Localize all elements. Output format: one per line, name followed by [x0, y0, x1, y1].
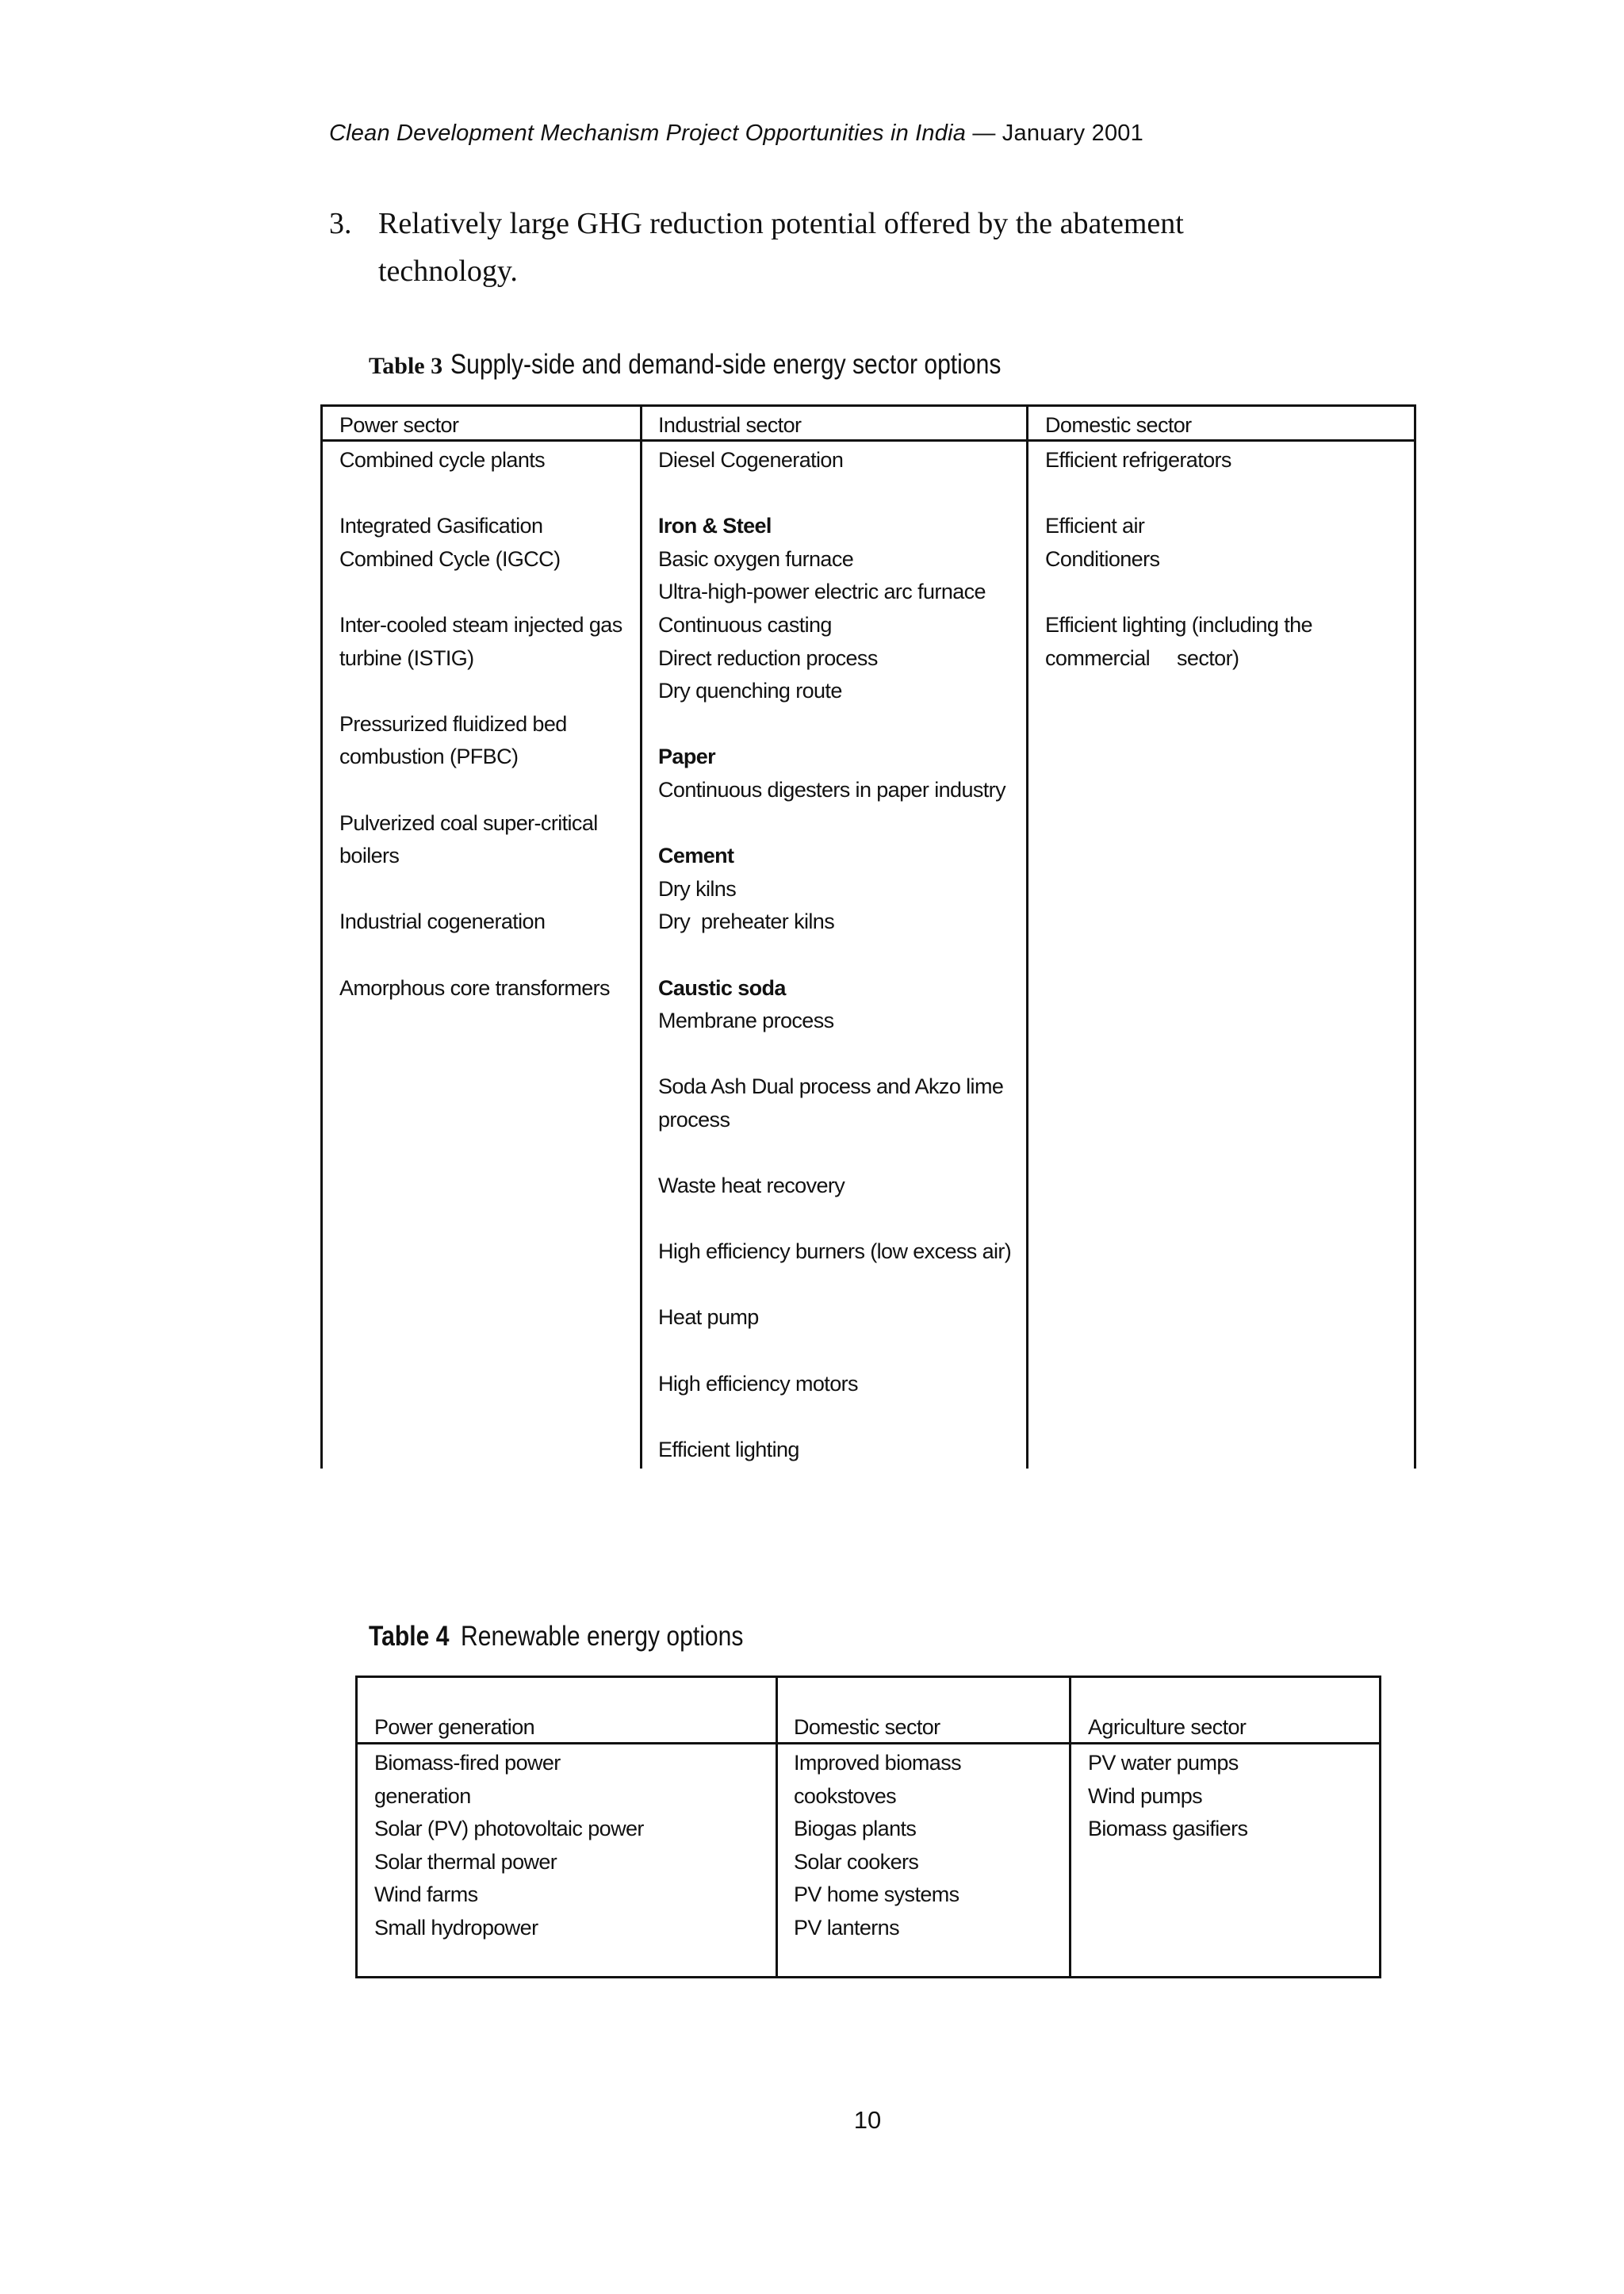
- table3-power-line: turbine (ISTIG): [339, 645, 474, 670]
- table3-industrial-column: [658, 444, 1011, 1466]
- header-title: Clean Development Mechanism Project Opportunities in India: [329, 121, 967, 146]
- table3-power-line: boilers: [339, 844, 400, 868]
- table3-header-domestic: Domestic sector: [1045, 413, 1192, 437]
- table3-power-line: Amorphous core transformers: [339, 975, 610, 1000]
- table3-industrial-line: [658, 1400, 1011, 1434]
- table3-subheading-cement: Cement: [658, 844, 734, 868]
- table4-bottom-rule: [355, 1976, 1381, 1978]
- table3-domestic-line: [1045, 609, 1378, 642]
- running-header: [329, 117, 1143, 149]
- table4-top-rule: [355, 1676, 1381, 1678]
- table3-title: Supply-side and demand-side energy sector options: [450, 349, 1002, 380]
- table3-left-rule: [320, 404, 323, 1469]
- table3-power-column: [339, 444, 622, 1005]
- table3-power-line: [339, 675, 622, 708]
- table3-power-line: [339, 774, 622, 807]
- table4-domestic-line: PV home systems: [794, 1882, 959, 1907]
- table4-header-power: Power generation: [374, 1715, 535, 1739]
- table3-col-rule-1: [640, 404, 642, 1469]
- table3-caption: [369, 347, 1090, 384]
- table3-power-line: Pressurized fluidized bed: [339, 711, 567, 736]
- table4-header-agriculture: Agriculture sector: [1088, 1715, 1247, 1739]
- table4-left-rule: [355, 1676, 358, 1978]
- table3-col-rule-2: [1026, 404, 1028, 1469]
- table3-domestic-line: [1045, 642, 1378, 676]
- table3-top-rule: [320, 404, 1416, 407]
- table3-header-power: Power sector: [339, 413, 459, 437]
- table3-industrial-line: Efficient lighting: [658, 1437, 799, 1461]
- table3-domestic-blank: [1045, 477, 1378, 511]
- table4-col-rule-1: [776, 1676, 778, 1978]
- table4-power-line: Wind farms: [374, 1882, 478, 1907]
- table3-domestic-line: Efficient refrigerators: [1045, 448, 1231, 472]
- table3-industrial-line: High efficiency motors: [658, 1371, 858, 1396]
- table3-domestic-word: commercial: [1045, 645, 1151, 670]
- list-item-line-1: Relatively large GHG reduction potential offered by the abatement: [378, 207, 1184, 240]
- table3-header-industrial: Industrial sector: [658, 413, 802, 437]
- table3-industrial-line: High efficiency burners (low excess air): [658, 1239, 1012, 1264]
- table3-power-line: Integrated Gasification: [339, 514, 543, 538]
- table3-subheading-caustic-soda: Caustic soda: [658, 975, 786, 1000]
- table4-domestic-line: PV lanterns: [794, 1915, 899, 1940]
- table3-domestic-line: Conditioners: [1045, 546, 1160, 571]
- table3-industrial-line: process: [658, 1107, 730, 1132]
- list-item-number: 3.: [329, 207, 352, 240]
- table3-industrial-line: [658, 807, 1011, 841]
- table4-title: Renewable energy options: [460, 1621, 744, 1652]
- table3-industrial-line: Soda Ash Dual process and Akzo lime: [658, 1074, 1004, 1099]
- table4-header-domestic: Domestic sector: [794, 1715, 940, 1739]
- table4-col-rule-2: [1069, 1676, 1071, 1978]
- table3-power-line: Combined cycle plants: [339, 448, 546, 472]
- table3-industrial-line: Diesel Cogeneration: [658, 448, 844, 472]
- table4-label: Table 4: [369, 1621, 450, 1652]
- table3-domestic-line: Efficient air: [1045, 514, 1145, 538]
- table3-industrial-line: [658, 1335, 1011, 1368]
- table4-agriculture-line: PV water pumps: [1088, 1751, 1239, 1775]
- table3-industrial-line: [658, 1269, 1011, 1302]
- table3-industrial-line: [658, 708, 1011, 741]
- table3-domestic-column: [1045, 444, 1378, 675]
- table3-industrial-line: Dry quenching route: [658, 679, 842, 703]
- table3-power-line: [339, 477, 622, 511]
- table3-subheading-iron-steel: Iron & Steel: [658, 514, 772, 538]
- table4-domestic-line: Biogas plants: [794, 1817, 917, 1841]
- table3-industrial-line: Continuous digesters in paper industry: [658, 777, 1005, 802]
- table4-power-line: Solar thermal power: [374, 1849, 557, 1874]
- table4-power-line: generation: [374, 1783, 471, 1808]
- table3-industrial-line: [658, 1136, 1011, 1170]
- header-dash: —: [972, 121, 996, 146]
- table4-agriculture-column: [1088, 1747, 1247, 1846]
- table3-industrial-line: Direct reduction process: [658, 645, 878, 670]
- table4-agriculture-line: Biomass gasifiers: [1088, 1817, 1248, 1841]
- table3-industrial-line: Continuous casting: [658, 612, 832, 637]
- table4-domestic-line: Solar cookers: [794, 1849, 919, 1874]
- table3-domestic-word: (including the: [1191, 612, 1312, 637]
- list-item-line-2: technology.: [378, 255, 518, 288]
- table3-industrial-line: [658, 939, 1011, 972]
- table4-domestic-line: cookstoves: [794, 1783, 897, 1808]
- table4-power-line: Small hydropower: [374, 1915, 538, 1940]
- table3-label: Table 3: [369, 353, 443, 379]
- table3-power-line: [339, 576, 622, 609]
- table4-caption: [369, 1619, 789, 1654]
- table3-power-line: Pulverized coal super-critical: [339, 810, 598, 835]
- table3-domestic-word: sector): [1177, 645, 1239, 670]
- table3-industrial-line: Membrane process: [658, 1009, 834, 1033]
- table3-power-line: Combined Cycle (IGCC): [339, 546, 561, 571]
- table4-power-column: [374, 1747, 644, 1945]
- table3-power-line: [339, 873, 622, 906]
- table3-right-rule: [1414, 404, 1416, 1469]
- table3-industrial-line: [658, 477, 1011, 511]
- table3-industrial-line: Basic oxygen furnace: [658, 546, 854, 571]
- table3-industrial-line: Ultra-high-power electric arc furnace: [658, 580, 986, 604]
- table3-domestic-blank: [1045, 576, 1378, 609]
- table3-power-line: combustion (PFBC): [339, 745, 519, 769]
- table4-right-rule: [1379, 1676, 1381, 1978]
- table4-domestic-line: Improved biomass: [794, 1751, 961, 1775]
- header-date: January 2001: [1002, 121, 1143, 146]
- table4-agriculture-line: Wind pumps: [1088, 1783, 1203, 1808]
- table4-power-line: Biomass-fired power: [374, 1751, 561, 1775]
- page-number: 10: [853, 2106, 882, 2134]
- table3-industrial-line: Heat pump: [658, 1305, 759, 1330]
- table3-industrial-line: [658, 1203, 1011, 1236]
- table3-industrial-line: Dry kilns: [658, 876, 737, 901]
- table3-industrial-line: [658, 1038, 1011, 1071]
- table3-power-line: [339, 939, 622, 972]
- table3-power-line: Industrial cogeneration: [339, 910, 546, 934]
- table4-power-line: Solar (PV) photovoltaic power: [374, 1817, 644, 1841]
- table3-industrial-line: Waste heat recovery: [658, 1174, 845, 1198]
- table3-industrial-line: Dry preheater kilns: [658, 910, 835, 934]
- table3-domestic-word: Efficient lighting: [1045, 612, 1186, 637]
- list-item-3: [329, 200, 1344, 295]
- table3-subheading-paper: Paper: [658, 745, 716, 769]
- table4-domestic-column: [794, 1747, 961, 1945]
- table3-header-rule: [320, 439, 1416, 442]
- table3-power-line: Inter-cooled steam injected gas: [339, 612, 622, 637]
